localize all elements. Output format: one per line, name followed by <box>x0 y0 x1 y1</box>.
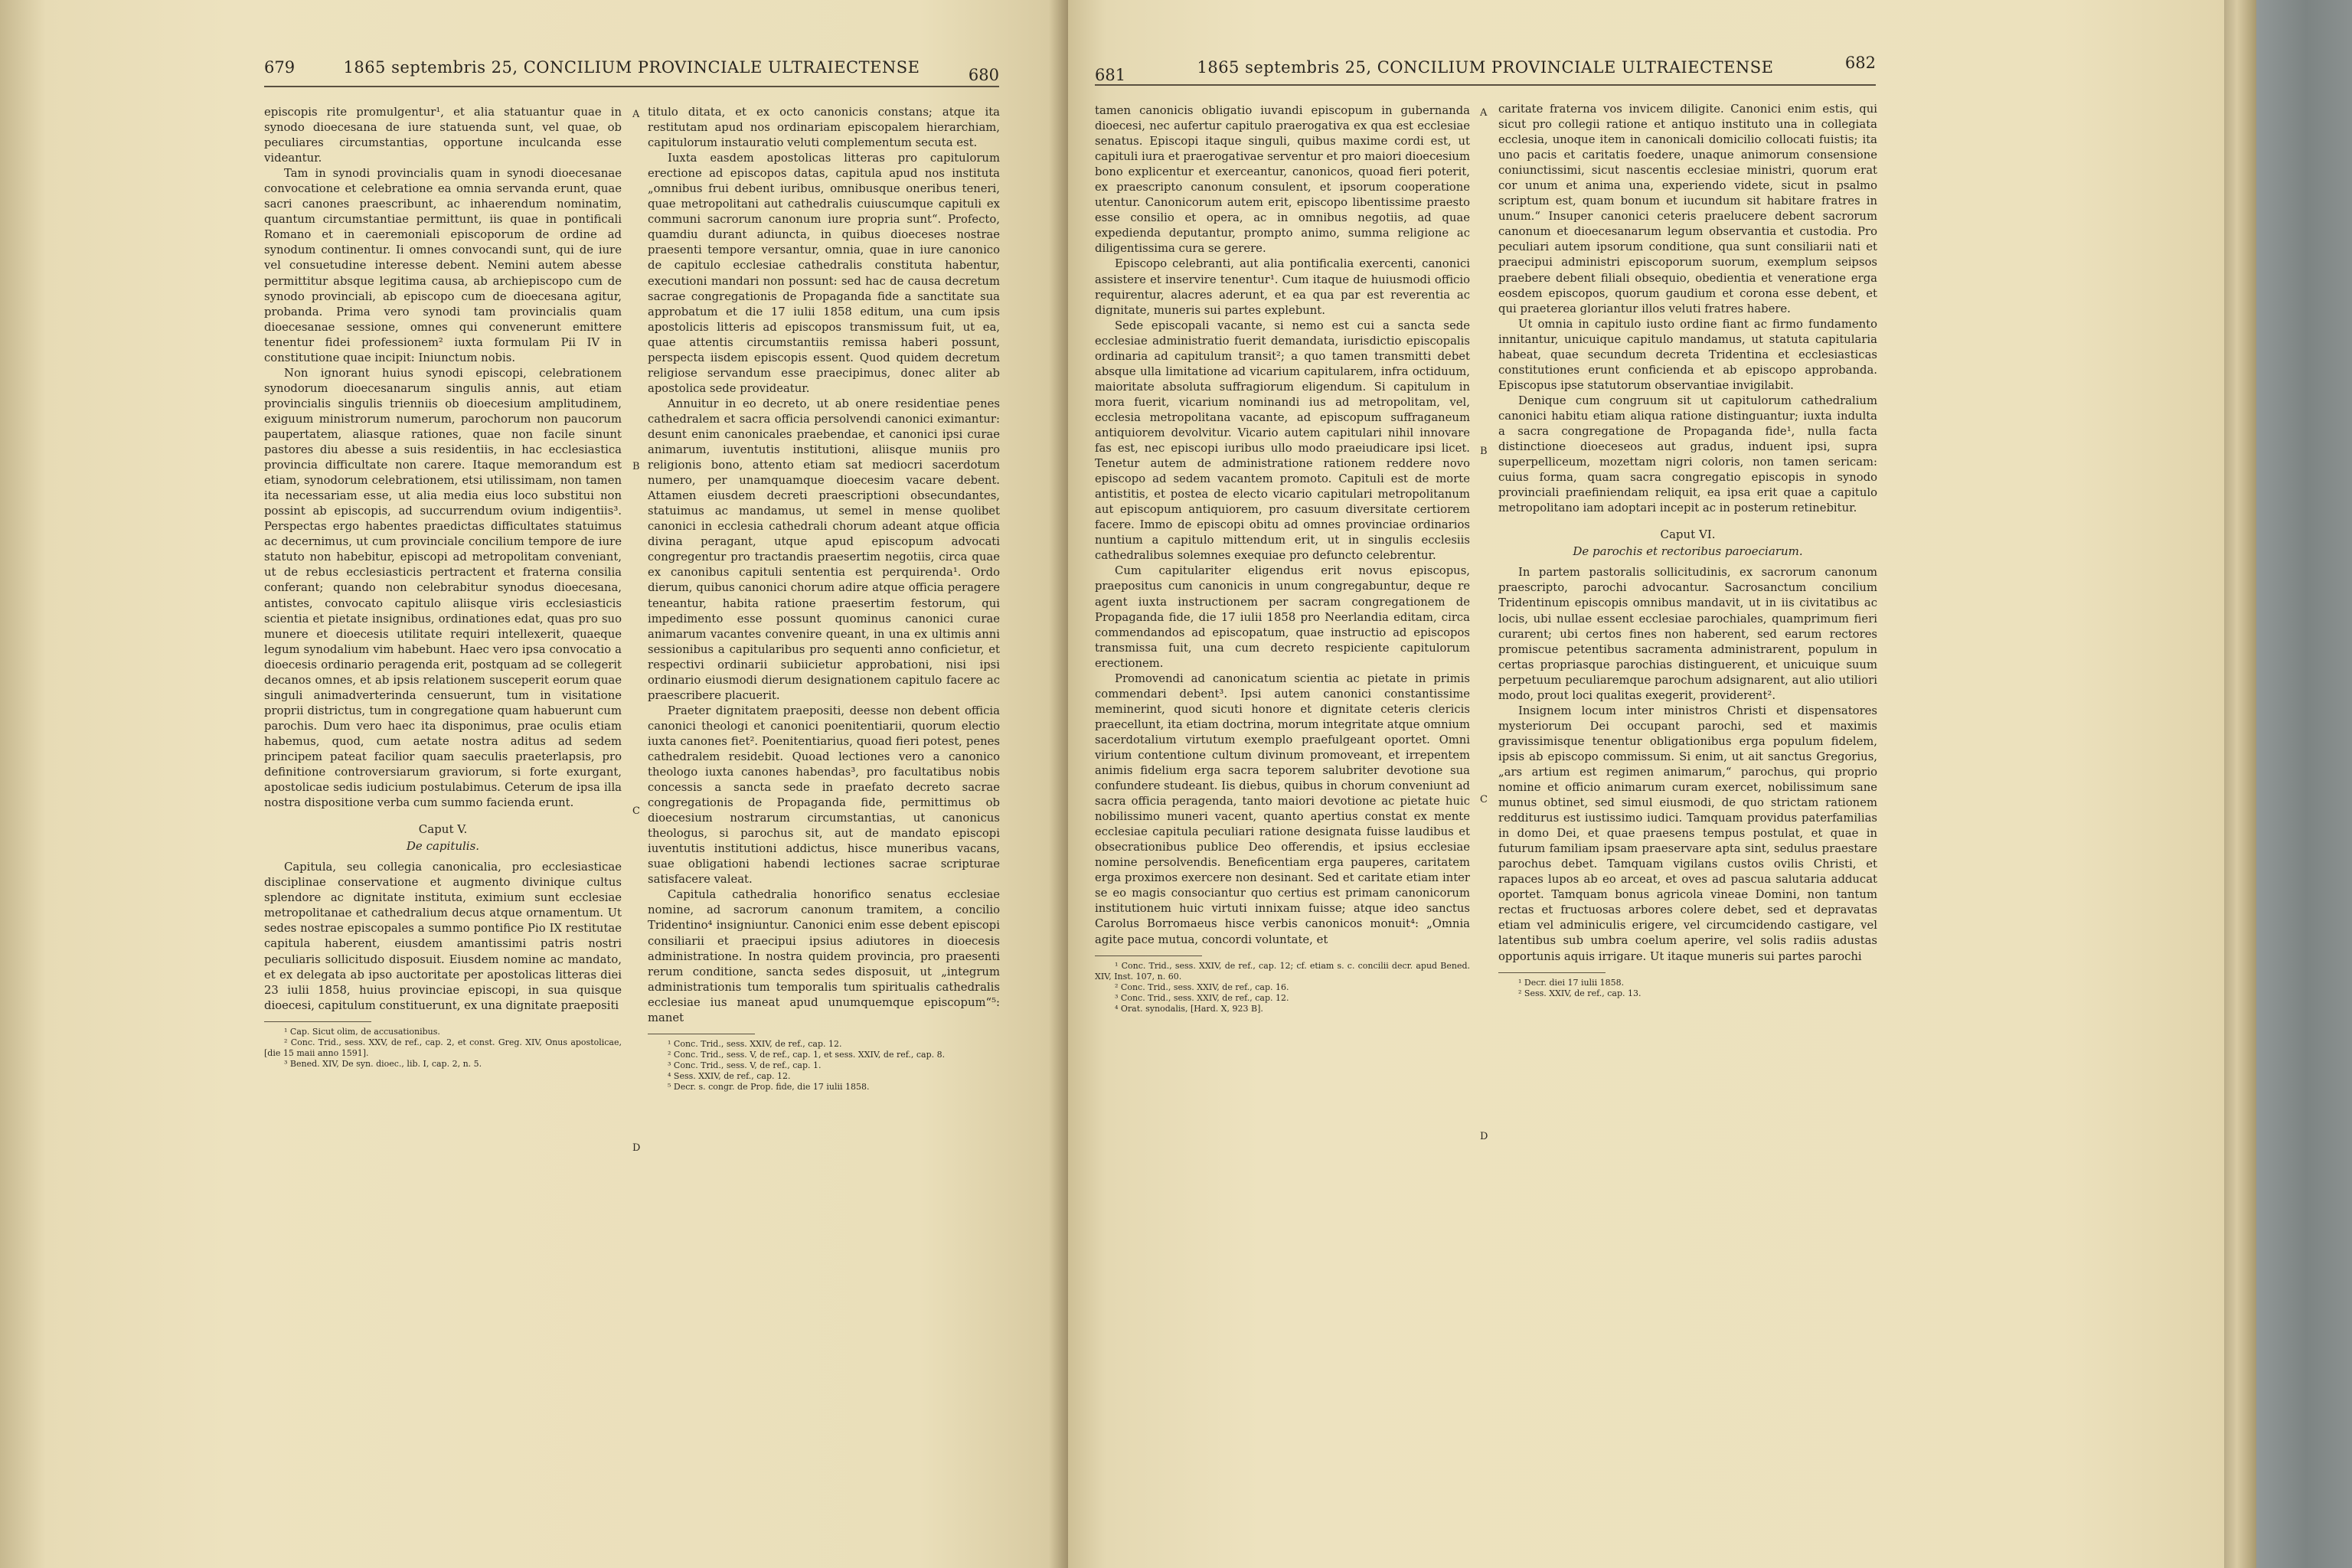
header-rule-left <box>264 86 999 87</box>
footnote: ⁵ Decr. s. congr. de Prop. fide, die 17 iulii 1858. <box>668 1081 870 1092</box>
chapter-subheading: De parochis et rectoribus paroeciarum. <box>1573 544 1803 559</box>
chapter-heading: Caput V. <box>418 822 468 837</box>
margin-letter-c: C <box>1480 794 1488 805</box>
book-page-edge <box>2224 0 2256 1568</box>
footnote: ² Conc. Trid., sess. V, de ref., cap. 1, et sess. XXIV, de ref., cap. 8. <box>668 1049 946 1060</box>
margin-letter-d: D <box>1480 1131 1488 1142</box>
paragraph: Promovendi ad canonicatum scientia ac pietate in primis commendari debent³. Ipsi autem canonici constantissime meminerint, quod sicuti honore et dignitate ceteris clericis praecellunt, ita etiam doctrina, morum integritate atque omnium sacerdotalium virtutum exemplo praefulgeant oportet. Omni virium contentione cultum divinum promoveant, et irrepentem animis fidelium erga sacra teporem salubriter devotione sua confundere studeant. Iis diebus, quibus in chorum conveniunt ad sacra officia peragenda, tanto maiori devotione ac pietate huic nobilissimo muneri vacent, quanto apertius constat ex mente ecclesiae capitula peculiari ratione designata fuisse laudibus et obsecrationibus publice Deo offerendis, et ipsius ecclesiae nomine persolvendis. Beneficentiam erga pauperes, caritatem erga proximos exercere non desinant. Sed et caritate etiam inter se eo magis consociantur quo certius est primam canonicorum institutionem huic virtuti innixam fuisse; atque ideo sanctus Carolus Borromaeus hisce verbis canonicos monuit⁴: „Omnia agite pace mutua, concordi voluntate, et <box>1095 671 1470 946</box>
paragraph: Denique cum congruum sit ut capitulorum cathedralium canonici habitu etiam aliqua ratione distinguantur; iuxta indulta a sacra congregatione de Propaganda fide¹, nulla facta distinctione dioeceseos aut gradus, induent ipsi, supra superpelliceum, mozettam nigri coloris, non tamen sericam: cuius forma, quam sacra congregatio episcopis in synodo provinciali praefiniendam reliquit, ea ipsa erit quae a capitulo metropolitano iam adoptari incepit ac in posterum retinebitur. <box>1498 394 1877 515</box>
footnote: ¹ Decr. diei 17 iulii 1858. <box>1518 977 1625 988</box>
footnote: ³ Bened. XIV, De syn. dioec., lib. I, cap. 2, n. 5. <box>284 1058 482 1069</box>
paragraph: tamen canonicis obligatio iuvandi episcopum in gubernanda dioecesi, nec aufertur capitulo praerogativa ex qua est ecclesiae senatus. Episcopi itaque singuli, quibus maxime cordi est, ut capituli iura et praerogativae serventur et pro maiori dioecesium bono explicentur et exerceantur, canonicos, quoad fieri poterit, ex praescripto canonum consulent, et ipsorum cooperatione utentur. Canonicorum autem erit, episcopo libentissime praesto esse consilio et opera, ac in omnibus negotiis, ad quae expedienda deputantur, prompto animo, summa religione ac diligentissima cura se gerere. <box>1095 104 1470 256</box>
paragraph: Cum capitulariter eligendus erit novus episcopus, praepositus cum canonicis in unum congregabuntur, deque re agent iuxta instructionem per sacram congregationem de Propaganda fide, die 17 iulii 1858 pro Neerlandia editam, circa commendandos ad episcopatum, quae instructio ad episcopos transmissa fuit, una cum decreto respiciente capitulorum erectionem. <box>1095 564 1470 670</box>
page-number-680: 680 <box>968 66 999 84</box>
paragraph: Episcopo celebranti, aut alia pontificalia exercenti, canonici assistere et inservire tenentur¹. Cum itaque de huiusmodi officio requirentur, alacres aderunt, et ea qua par est reverentia ac dignitate, muneris sui partes explebunt. <box>1095 257 1470 317</box>
running-title-left: 1865 septembris 25, CONCILIUM PROVINCIALE ULTRAIECTENSE <box>343 58 920 77</box>
footnote-rule <box>264 1021 371 1022</box>
left-page-column-2 <box>648 105 1000 1093</box>
left-page-column-1 <box>264 105 622 1070</box>
margin-letter-b: B <box>1480 446 1488 457</box>
footnote-rule <box>1498 972 1606 973</box>
running-title-right: 1865 septembris 25, CONCILIUM PROVINCIALE ULTRAIECTENSE <box>1197 58 1774 77</box>
footnote: ¹ Conc. Trid., sess. XXIV, de ref., cap. 12; cf. etiam s. c. concilii decr. apud Bened. XIV, Inst. 107, n. 60. <box>1095 960 1470 982</box>
footnote: ¹ Cap. Sicut olim, de accusationibus. <box>284 1026 440 1037</box>
paragraph: Sede episcopali vacante, si nemo est cui a sancta sede ecclesiae administratio fuerit demandata, iurisdictio episcopalis ordinaria ad capitulum transit²; a quo tamen transmitti debet absque ulla limitatione ad vicarium capitularem, infra octiduum, maioritate absoluta suffragiorum eligendum. Si capitulum in mora fuerit, vicarium nominandi ius ad metropolitam, vel, ecclesia metropolitana vacante, ad episcopum suffraganeum antiquiorem devolvitur. Vicario autem capitulari nihil innovare fas est, nec episcopi iuribus ullo modo praeiudicare ipsi licet. Tenetur autem de administratione rationem reddere novo episcopo ad sedem vacantem promoto. Capituli est de morte antistitis, et postea de electo vicario capitulari metropolitanum aut episcopum antiquiorem, pro casuum diversitate certiorem facere. Immo de episcopi obitu ad omnes provinciae ordinarios nuntium a capitulo mittendum erit, ut in singulis ecclesiis cathedralibus solemnes exequiae pro defuncto celebrentur. <box>1095 318 1470 563</box>
right-page-column-2 <box>1498 102 1877 999</box>
chapter-subheading: De capitulis. <box>406 839 480 854</box>
page-number-681: 681 <box>1095 66 1126 84</box>
margin-letter-d: D <box>632 1142 641 1154</box>
paragraph: Non ignorant huius synodi episcopi, celebrationem synodorum dioecesanarum singulis annis, aut etiam provincialis singulis trienniis ob dioecesium amplitudinem, exiguum ministrorum numerum, parochorum non paucorum paupertatem, aliasque rationes, quae non facile sinunt pastores diu abesse a suis residentiis, in hac ecclesiastica provincia difficultate non carere. Itaque memorandum est etiam, synodorum celebrationem, etsi utilissimam, non tamen ita necessariam esse, ut alia media eius loco substitui non possint ab episcopis, ad succurrendum ovium indigentiis³. Perspectas ergo habentes praedictas difficultates statuimus ac decernimus, ut cum provinciale concilium tempore de iure statuto non habebitur, episcopi ad metropolitam conveniant, ut de rebus ecclesiasticis pertractent et fraterna consilia conferant; quando non celebrabitur synodus dioecesana, antistes, convocato capitulo aliisque viris ecclesiasticis scientia et pietate insignibus, ordinationes edat, quas pro suo munere et dioecesis utilitate requiri intellexerit, quaeque legum synodalium vim habebunt. Haec vero ipsa convocatio a dioecesis ordinario peragenda erit, postquam ad se collegerit decanos omnes, et ab ipsis relationem susceperit eorum quae singuli animadverterinda censuerunt, tum in visitatione proprii districtus, tum in congregatione quam habuerunt cum parochis. Dum vero haec ita disponimus, prae oculis etiam habemus, quod, cum aetate nostra aditus ad sedem principem pateat facilior quam saeculis praeterlapsis, pro definitione controversiarum graviorum, si forte exurgant, apostolicae sedis iudicium postulabimus. Ceterum de ipsa illa nostra dispositione verba cum summo facienda erunt. <box>264 366 622 810</box>
footnote: ² Conc. Trid., sess. XXIV, de ref., cap. 16. <box>1115 982 1289 992</box>
margin-letter-c: C <box>632 805 640 817</box>
chapter-heading: Caput VI. <box>1660 528 1716 542</box>
margin-letter-a: A <box>632 109 640 120</box>
paragraph: Tam in synodi provincialis quam in synodi dioecesanae convocatione et celebratione ea omnia servanda erunt, quae sacri canones praescribunt, ac inhaerendum nominatim, quantum circumstantiae permittunt, iis quae in pontificali Romano et in caeremoniali episcoporum de ordine ad synodum continentur. Ii omnes convocandi sunt, qui de iure vel consuetudine interesse debent. Nemini autem abesse permittitur absque legitima causa, ab archiepiscopo cum de synodo provinciali, ab episcopo cum de dioecesana agitur, probanda. Prima vero synodi tam provincialis quam dioecesanae sessione, omnes qui convenerunt emittere tenentur fidei professionem² iuxta formulam Pii IV in constitutione quae incipit: Iniunctum nobis. <box>264 167 622 364</box>
footnote: ² Sess. XXIV, de ref., cap. 13. <box>1518 988 1642 998</box>
footnote: ² Conc. Trid., sess. XXV, de ref., cap. 2, et const. Greg. XIV, Onus apostolicae, [die 15 maii anno 1591]. <box>264 1037 622 1058</box>
paragraph: Insignem locum inter ministros Christi et dispensatores mysteriorum Dei occupant parochi, sed et maximis gravissimisque tenentur obligationibus erga populum fidelem, ipsis ab episcopo commissum. Si enim, ut ait sanctus Gregorius, „ars artium est regimen animarum,“ parochus, qui proprio nomine et officio animarum curam exercet, nobilissimum sane munus obtinet, sed simul eiusmodi, de quo strictam rationem redditurus est iustissimo iudici. Tamquam providus paterfamilias in domo Dei, et quae praesens tempus postulat, et quae in futurum familiam ipsam praeservare apta sint, sedulus praestare parochus debet. Tamquam vigilans custos ovilis Christi, et rapaces lupos ab eo arceat, et oves ad pascua salutaria adducat oportet. Tamquam bonus agricola vineae Domini, non tantum rectas et fructuosas arbores colere debet, sed et depravatas etiam vel adminiculis erigere, vel circumcidendo castigare, vel latentibus sub umbra coelum aperire, vel solis radiis adustas opportunis aquis irrigare. Ut itaque muneris sui partes parochi <box>1498 704 1877 963</box>
paragraph: Iuxta easdem apostolicas litteras pro capitulorum erectione ad episcopos datas, capitula apud nos instituta „omnibus frui debent iuribus, omnibusque oneribus teneri, quae metropolitani aut cathedralis cuiuscumque capituli ex communi sacrorum canonum iure propria sunt“. Profecto, quamdiu durant adiuncta, in quibus dioeceses nostrae praesenti tempore versantur, omnia, quae in iure canonico de capitulo ecclesiae cathedralis constituta habentur, executioni mandari non possunt: sed hac de causa decretum sacrae congregationis de Propaganda fide a sanctitate sua approbatum et die 17 iulii 1858 editum, una cum ipsis apostolicis litteris ad episcopos transmissum fuit, ut ea, quae attentis circumstantiis remissa haberi possunt, perspecta iisdem episcopis essent. Quod quidem decretum religiose servandum esse praecipimus, donec aliter ab apostolica sede provideatur. <box>648 152 1000 395</box>
paragraph: Ut omnia in capitulo iusto ordine fiant ac firmo fundamento innitantur, unicuique capitulo mandamus, ut statuta capitularia habeat, quae secundum decreta Tridentina et ecclesiasticas constitutiones erunt conficienda et ab episcopo approbanda. Episcopus ipse statutorum observantiae invigilabit. <box>1498 317 1877 392</box>
footnote: ¹ Conc. Trid., sess. XXIV, de ref., cap. 12. <box>668 1038 842 1049</box>
right-page-column-1 <box>1095 103 1470 1014</box>
footnote: ⁴ Orat. synodalis, [Hard. X, 923 B]. <box>1115 1003 1263 1014</box>
left-page <box>0 0 1068 1568</box>
paragraph: episcopis rite promulgentur¹, et alia statuantur quae in synodo dioecesana de iure statuenda sunt, vel quae, ob peculiares circumstantias, opportune inculcanda esse videantur. <box>264 106 622 165</box>
page-number-679: 679 <box>264 58 296 77</box>
paragraph: Capitula, seu collegia canonicalia, pro ecclesiasticae disciplinae conservatione et augmento divinique cultus splendore ac dignitate instituta, eximium sunt ecclesiae metropolitanae et cathedralium decus atque ornamentum. Ut sedes nostrae episcopales a summo pontifice Pio IX restitutae capitula haberent, eiusdem amantissimi patris nostri peculiaris sollicitudo disposuit. Eiusdem nomine ac mandato, et ex delegata ab ipso auctoritate per apostolicas litteras diei 23 iulii 1858, huius provinciae episcopi, in sua quisque dioecesi, capitulum constituerunt, ex una dignitate praepositi <box>264 861 622 1012</box>
paragraph: titulo ditata, et ex octo canonicis constans; atque ita restitutam apud nos ordinariam episcopalem hierarchiam, capitulorum instauratio veluti complementum secuta est. <box>648 106 1000 150</box>
footnote: ³ Conc. Trid., sess. XXIV, de ref., cap. 12. <box>1115 992 1289 1003</box>
right-page <box>1068 0 2224 1568</box>
margin-letter-b: B <box>632 461 640 472</box>
footnote: ⁴ Sess. XXIV, de ref., cap. 12. <box>668 1070 791 1081</box>
paragraph: Capitula cathedralia honorifico senatus ecclesiae nomine, ad sacrorum canonum tramitem, a concilio Tridentino⁴ insigniuntur. Canonici enim esse debent episcopi consiliarii et praecipui ipsius adiutores in dioecesis administratione. In nostra quidem provincia, pro praesenti rerum conditione, sancta sedes disposuit, ut „integrum administrationis tum temporalis tum spiritualis cathedralis ecclesiae ius maneat apud unumquemque episcopum“⁵: manet <box>648 888 1000 1024</box>
paragraph: In partem pastoralis sollicitudinis, ex sacrorum canonum praescripto, parochi advocantur. Sacrosanctum concilium Tridentinum episcopis omnibus mandavit, ut in iis civitatibus ac locis, ubi nullae essent ecclesiae parochiales, quamprimum fieri curarent; ubi certos fines non haberent, sed earum rectores promiscue petentibus sacramenta administrarent, populum in certas propriasque parochias distinguerent, et unicuique suum perpetuum peculiaremque parochum adsignarent, aut alio utiliori modo, prout loci qualitas exegerit, providerent². <box>1498 566 1877 702</box>
left-page-header <box>264 58 999 84</box>
paragraph: caritate fraterna vos invicem diligite. Canonici enim estis, qui sicut pro collegii ratione et antiquo instituto una in collegiata ecclesia, unoque item in canonicali domicilio collocati fuistis; ita uno pacis et caritatis foedere, unaque animorum consensione coniunctissimi, sicut nascentis ecclesiae ministri, quorum erat cor unum et anima una, experiendo videte, sicut in psalmo scriptum est, quam bonum et iucundum sit habitare fratres in unum.“ Insuper canonici ceteris praelucere debent sacrorum canonum et dioecesanarum legum observantia et custodia. Pro peculiari autem ipsorum conditione, qua sunt consiliarii nati et praecipui administri episcoporum suorum, exemplum seipsos praebere debent filiali obsequio, obedientia et veneratione erga eosdem episcopos, quorum gaudium et corona esse debent, et qui praeterea gloriantur illos veluti fratres habere. <box>1498 103 1877 315</box>
header-rule-right <box>1095 84 1876 86</box>
footnote: ³ Conc. Trid., sess. V, de ref., cap. 1. <box>668 1060 822 1070</box>
margin-letter-a: A <box>1480 107 1488 119</box>
paragraph: Annuitur in eo decreto, ut ab onere residentiae penes cathedralem et sacra officia persolvendi canonici eximantur: desunt enim canonicales praebendae, et canonici ipsi curae animarum, iuventutis institutioni, aliisque muniis pro religionis bono, attento etiam sat mediocri sacerdotum numero, per unamquamque dioecesim vacare debent. Attamen eiusdem decreti praescriptioni obsecundantes, statuimus ac mandamus, ut semel in mense quolibet canonici in ecclesia cathedrali chorum adeant atque officia divina peragant, utque apud episcopum advocati congregentur pro tractandis praesertim negotiis, circa quae ex canonibus capituli sententia est perquirenda¹. Ordo dierum, quibus canonici chorum adire atque officia peragere teneantur, habita ratione praesertim festorum, qui impedimento esse possunt quominus canonici curae animarum vacantes convenire queant, in una ex ultimis anni sessionibus a capitularibus pro sequenti anno conficietur, et respectivi ordinarii subiicietur approbationi, nisi ipsi ordinario eiusmodi dierum designationem capitulo facere ac praescribere placuerit. <box>648 397 1000 702</box>
page-number-682: 682 <box>1844 54 1876 72</box>
right-page-header <box>1095 54 1876 84</box>
paragraph: Praeter dignitatem praepositi, deesse non debent officia canonici theologi et canonici poenitentiarii, quorum electio iuxta canones fiet². Poenitentiarius, quoad fieri potest, penes cathedralem residebit. Quoad lectiones vero a canonico theologo iuxta canones habendas³, pro facultatibus nobis concessis a sancta sede in praefato decreto sacrae congregationis de Propaganda fide, permittimus ob dioecesium nostrarum circumstantias, ut canonicus theologus, si parochus sit, aut de mandato episcopi iuventutis institutioni addictus, hisce muneribus vacans, suae obligationi habendi lectiones sacrae scripturae satisfacere valeat. <box>648 704 1000 887</box>
